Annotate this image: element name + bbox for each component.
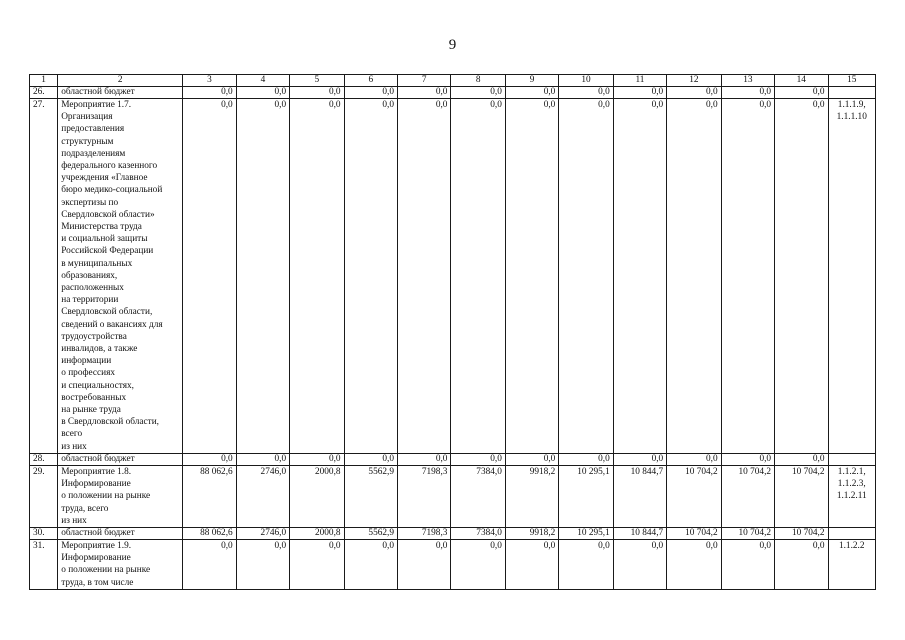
column-number-cell: 14 (775, 75, 828, 87)
value-cell: 0,0 (451, 87, 505, 99)
value-cell: 0,0 (398, 87, 451, 99)
value-cell: 2000,8 (290, 527, 344, 539)
value-cell: 0,0 (398, 453, 451, 465)
target-reference-cell (828, 527, 876, 539)
value-cell: 0,0 (505, 453, 558, 465)
value-cell: 0,0 (344, 539, 397, 589)
value-cell: 0,0 (721, 539, 774, 589)
value-cell: 0,0 (559, 539, 613, 589)
item-name-cell: Мероприятие 1.9. Информирование о положении на рынке труда, в том числе (58, 539, 183, 589)
value-cell: 0,0 (236, 99, 289, 454)
value-cell: 88 062,6 (183, 527, 236, 539)
value-cell: 0,0 (613, 539, 666, 589)
value-cell: 0,0 (290, 453, 344, 465)
value-cell: 0,0 (667, 539, 721, 589)
value-cell: 10 844,7 (613, 527, 666, 539)
row-number-cell: 29. (30, 465, 58, 527)
item-name-cell: областной бюджет (58, 527, 183, 539)
value-cell: 2746,0 (236, 527, 289, 539)
value-cell: 10 295,1 (559, 465, 613, 527)
column-number-cell: 7 (398, 75, 451, 87)
value-cell: 0,0 (559, 87, 613, 99)
item-name-cell: Мероприятие 1.7. Организация предоставления структурным подразделениям федерального казенного учреждения «Главное бюро медико-социальной экспертизы по Свердловской области» Министерства труда и социальной защиты Российской Федерации в муниципальных образованиях, расположенных на территории Свердловской области, сведений о вакансиях для трудоустройства инвалидов, а также информации о профессиях и специальностях, востребованных на рынке труда в Свердловской области, всего из них (58, 99, 183, 454)
row-number-cell: 30. (30, 527, 58, 539)
value-cell: 5562,9 (344, 465, 397, 527)
value-cell: 0,0 (344, 99, 397, 454)
value-cell: 0,0 (505, 99, 558, 454)
column-number-cell: 3 (183, 75, 236, 87)
value-cell: 0,0 (236, 453, 289, 465)
value-cell: 0,0 (721, 87, 774, 99)
item-name-cell: областной бюджет (58, 87, 183, 99)
column-number-cell: 10 (559, 75, 613, 87)
value-cell: 0,0 (613, 87, 666, 99)
row-number-cell: 31. (30, 539, 58, 589)
value-cell: 10 704,2 (667, 527, 721, 539)
value-cell: 0,0 (559, 453, 613, 465)
value-cell: 10 704,2 (667, 465, 721, 527)
budget-table (29, 74, 876, 590)
value-cell: 0,0 (290, 87, 344, 99)
value-cell: 10 844,7 (613, 465, 666, 527)
column-number-cell: 13 (721, 75, 774, 87)
row-number-cell: 26. (30, 87, 58, 99)
column-number-cell: 4 (236, 75, 289, 87)
value-cell: 0,0 (344, 453, 397, 465)
value-cell: 9918,2 (505, 527, 558, 539)
row-number-cell: 27. (30, 99, 58, 454)
value-cell: 0,0 (775, 539, 828, 589)
value-cell: 0,0 (775, 99, 828, 454)
item-name-cell: областной бюджет (58, 453, 183, 465)
value-cell: 7384,0 (451, 527, 505, 539)
value-cell: 10 704,2 (775, 465, 828, 527)
value-cell: 5562,9 (344, 527, 397, 539)
value-cell: 0,0 (183, 453, 236, 465)
target-reference-cell: 1.1.1.9, 1.1.1.10 (828, 99, 876, 454)
value-cell: 10 704,2 (721, 465, 774, 527)
page-number: 9 (448, 37, 457, 53)
value-cell: 7198,3 (398, 465, 451, 527)
column-number-cell: 11 (613, 75, 666, 87)
value-cell: 0,0 (398, 539, 451, 589)
table-body (30, 75, 876, 590)
table-row (30, 527, 876, 539)
value-cell: 0,0 (775, 87, 828, 99)
value-cell: 0,0 (505, 539, 558, 589)
value-cell: 0,0 (398, 99, 451, 454)
value-cell: 0,0 (667, 87, 721, 99)
value-cell: 0,0 (613, 453, 666, 465)
target-reference-cell (828, 453, 876, 465)
value-cell: 7198,3 (398, 527, 451, 539)
value-cell: 0,0 (290, 99, 344, 454)
value-cell: 0,0 (236, 87, 289, 99)
value-cell: 0,0 (451, 453, 505, 465)
value-cell: 10 295,1 (559, 527, 613, 539)
value-cell: 88 062,6 (183, 465, 236, 527)
value-cell: 0,0 (505, 87, 558, 99)
table-row (30, 465, 876, 527)
column-number-cell: 1 (30, 75, 58, 87)
column-number-cell: 9 (505, 75, 558, 87)
column-number-cell: 12 (667, 75, 721, 87)
value-cell: 0,0 (721, 453, 774, 465)
value-cell: 0,0 (183, 99, 236, 454)
value-cell: 0,0 (667, 453, 721, 465)
target-reference-cell (828, 87, 876, 99)
target-reference-cell: 1.1.2.1, 1.1.2.3, 1.1.2.11 (828, 465, 876, 527)
value-cell: 0,0 (451, 99, 505, 454)
table-row (30, 87, 876, 99)
column-number-cell: 15 (828, 75, 876, 87)
column-number-cell: 5 (290, 75, 344, 87)
table-row (30, 99, 876, 454)
value-cell: 10 704,2 (721, 527, 774, 539)
target-reference-cell: 1.1.2.2 (828, 539, 876, 589)
column-number-cell: 8 (451, 75, 505, 87)
item-name-cell: Мероприятие 1.8. Информирование о положении на рынке труда, всего из них (58, 465, 183, 527)
row-number-cell: 28. (30, 453, 58, 465)
value-cell: 10 704,2 (775, 527, 828, 539)
value-cell: 0,0 (667, 99, 721, 454)
value-cell: 0,0 (344, 87, 397, 99)
value-cell: 2746,0 (236, 465, 289, 527)
table-row (30, 539, 876, 589)
value-cell: 0,0 (236, 539, 289, 589)
column-number-cell: 6 (344, 75, 397, 87)
value-cell: 0,0 (613, 99, 666, 454)
value-cell: 0,0 (183, 87, 236, 99)
value-cell: 9918,2 (505, 465, 558, 527)
table-row (30, 453, 876, 465)
column-number-cell: 2 (58, 75, 183, 87)
value-cell: 7384,0 (451, 465, 505, 527)
value-cell: 2000,8 (290, 465, 344, 527)
column-number-row (30, 75, 876, 87)
value-cell: 0,0 (775, 453, 828, 465)
value-cell: 0,0 (290, 539, 344, 589)
value-cell: 0,0 (559, 99, 613, 454)
value-cell: 0,0 (721, 99, 774, 454)
value-cell: 0,0 (183, 539, 236, 589)
value-cell: 0,0 (451, 539, 505, 589)
